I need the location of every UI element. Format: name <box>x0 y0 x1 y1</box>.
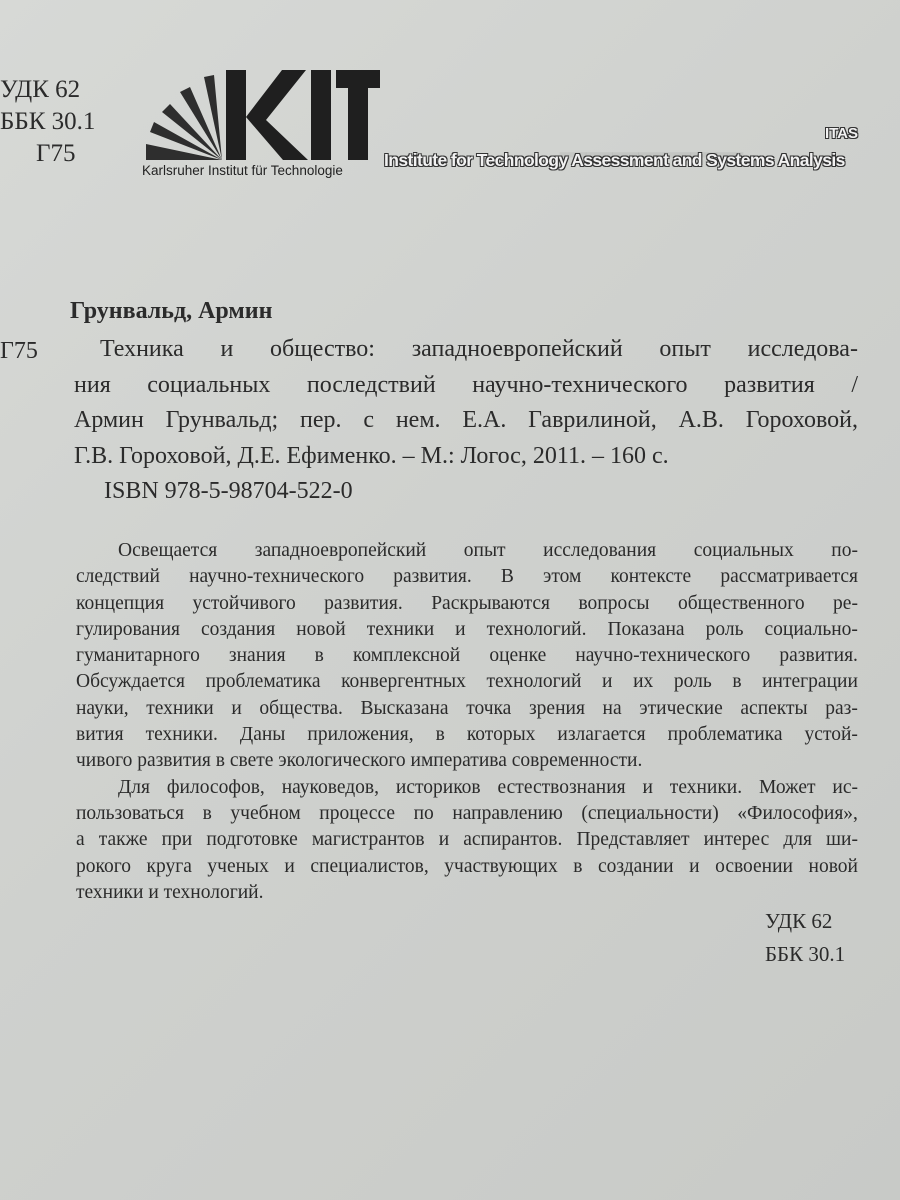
annotation-line <box>76 564 858 590</box>
word: общество: <box>270 336 375 362</box>
bibliographic-description <box>74 332 858 474</box>
word: в <box>314 645 324 667</box>
word: которых <box>466 724 536 746</box>
word: нем. <box>395 407 441 433</box>
kit-letters <box>226 70 380 160</box>
word: западноевропейский <box>411 336 623 362</box>
word: создания <box>201 618 276 640</box>
word: магистрантов <box>311 829 425 851</box>
word: в <box>732 671 742 693</box>
word: вития <box>76 724 124 746</box>
word: излагается <box>557 724 646 746</box>
word: Представляет <box>576 829 690 851</box>
isbn: ISBN 978-5-98704-522-0 <box>104 478 353 504</box>
word: этом <box>543 566 582 588</box>
annotation-line <box>76 643 858 669</box>
word: гуманитарного <box>76 645 200 667</box>
word: с <box>363 407 375 433</box>
word: техники <box>146 697 214 719</box>
word: Показана <box>607 618 685 640</box>
word: Раскрываются <box>431 592 550 614</box>
word: специалистов, <box>310 855 429 877</box>
annotation-line <box>76 775 858 801</box>
word: ния <box>74 371 111 398</box>
word: оценке <box>489 645 547 667</box>
word: устойчивого <box>192 592 296 614</box>
itas-full-name: Institute for Technology Assessment and Systems Analysis <box>384 150 845 170</box>
word: конвергентных <box>341 671 466 693</box>
word: А.В. <box>678 407 724 433</box>
top-classification <box>0 74 95 170</box>
word: научно-технического <box>472 371 688 398</box>
biblio-line <box>74 368 858 404</box>
word: аспекты <box>740 697 808 719</box>
word: для <box>783 829 812 851</box>
word: точка <box>466 697 512 719</box>
word: а <box>76 829 85 851</box>
word: и <box>689 855 700 877</box>
word: и <box>231 697 242 719</box>
word: Техника <box>100 336 184 362</box>
word: следствий <box>76 566 160 588</box>
margin-author-mark: Г75 <box>0 338 38 364</box>
word: развития. <box>779 645 858 667</box>
word: рассматривается <box>720 566 858 588</box>
word: проблематика <box>205 671 321 693</box>
word: Е.А. <box>462 407 507 433</box>
biblio-line: Г.В. Гороховой, Д.Е. Ефименко. – М.: Логос, 2011. – 160 с. <box>74 442 669 469</box>
word: и <box>602 671 613 693</box>
word: общественного <box>677 592 805 614</box>
word: науковедов, <box>281 776 380 798</box>
word: и <box>455 618 466 640</box>
word: естествознания <box>497 776 626 798</box>
bottom-classification <box>765 905 845 971</box>
word: освоении <box>715 855 793 877</box>
word: пер. <box>300 407 342 433</box>
word: технологий <box>486 671 582 693</box>
word: социальных <box>147 371 271 398</box>
annotation-line <box>76 801 858 827</box>
word: роль <box>673 671 712 693</box>
annotation-line <box>76 591 858 617</box>
word: в <box>202 802 212 824</box>
word: Может <box>759 776 816 798</box>
word: развития. <box>393 566 472 588</box>
word: западноевропейский <box>254 540 427 561</box>
word: Для <box>118 776 151 798</box>
bbk-code: ББК 30.1 <box>0 108 96 135</box>
word: социальных <box>693 540 794 561</box>
annotation-line <box>76 854 858 880</box>
word: исследования <box>543 540 657 561</box>
word: Даны <box>239 724 286 746</box>
word: научно-технического <box>575 645 751 667</box>
word: вопросы <box>578 592 650 614</box>
word: (специальности) <box>581 802 719 824</box>
word: последствий <box>306 371 436 398</box>
kit-subtitle: Karlsruher Institut für Technologie <box>142 163 343 178</box>
kit-logo-text: KIT <box>140 49 167 66</box>
kit-rays-icon <box>146 75 222 160</box>
word: на <box>602 697 622 719</box>
word: интеграции <box>762 671 858 693</box>
author-mark: Г75 <box>36 140 76 167</box>
word: / <box>851 371 858 398</box>
word: Гороховой, <box>745 407 858 433</box>
biblio-line <box>74 332 858 368</box>
word: новой <box>808 855 858 877</box>
word: проблематика <box>667 724 783 746</box>
word: по <box>413 802 434 824</box>
biblio-line <box>74 403 858 439</box>
word: направлению <box>452 802 563 824</box>
word: по- <box>831 540 858 561</box>
word: в <box>435 724 445 746</box>
annotation-line <box>76 538 858 564</box>
word: роль <box>705 618 744 640</box>
show-through-text: ▁▁▁▁▁▁▁ <box>560 120 744 157</box>
word: аспирантов. <box>463 829 563 851</box>
word: ре- <box>833 592 858 614</box>
word: и <box>642 776 653 798</box>
word: учебном <box>230 802 301 824</box>
word: «Философия», <box>737 802 858 824</box>
word: процессе <box>319 802 395 824</box>
word: техники. <box>145 724 218 746</box>
annotation-line <box>76 669 858 695</box>
word: контексте <box>610 566 692 588</box>
word: пользоваться <box>76 802 185 824</box>
word: устой- <box>804 724 858 746</box>
word: В <box>500 566 514 588</box>
word: техники. <box>669 776 743 798</box>
word: Освещается <box>118 540 218 561</box>
word: техники <box>366 618 435 640</box>
annotation-line <box>76 722 858 748</box>
word: круга <box>146 855 192 877</box>
word: Высказана <box>360 697 449 719</box>
word: и <box>284 855 295 877</box>
annotation <box>76 538 858 906</box>
word: опыт <box>659 336 711 362</box>
word: ученых <box>207 855 269 877</box>
word: гулирования <box>76 618 181 640</box>
word: также <box>98 829 148 851</box>
word: философов, <box>166 776 265 798</box>
word: в <box>573 855 583 877</box>
annotation-line <box>76 827 858 853</box>
word: исследова- <box>747 336 858 362</box>
word: ши- <box>826 829 858 851</box>
word: зрения <box>528 697 585 719</box>
word: науки, <box>76 697 129 719</box>
word: раз- <box>825 697 858 719</box>
word: развития. <box>324 592 403 614</box>
word: опыт <box>463 540 506 561</box>
word: и <box>438 829 450 851</box>
udc-code: УДК 62 <box>0 76 81 103</box>
annotation-line <box>76 696 858 722</box>
word: концепция <box>76 592 165 614</box>
word: создании <box>597 855 674 877</box>
word: подготовке <box>206 829 298 851</box>
word: интерес <box>703 829 770 851</box>
word: и <box>220 336 234 362</box>
annotation-line: чивого развития в свете экологического императива современности. <box>76 750 643 772</box>
udc-code-bottom: УДК 62 <box>765 909 833 933</box>
annotation-line: техники и технологий. <box>76 881 264 903</box>
word: историков <box>395 776 481 798</box>
bbk-code-bottom: ББК 30.1 <box>765 942 846 966</box>
word: Армин <box>74 407 144 433</box>
word: этические <box>639 697 723 719</box>
word: технологий. <box>486 618 587 640</box>
word: при <box>161 829 193 851</box>
word: общества. <box>259 697 343 719</box>
word: ис- <box>832 776 858 798</box>
annotation-line <box>76 617 858 643</box>
word: приложения, <box>307 724 414 746</box>
word: новой <box>296 618 346 640</box>
word: рокого <box>76 855 131 877</box>
word: комплексной <box>352 645 461 667</box>
word: Гаврилиной, <box>528 407 657 433</box>
word: развития <box>724 371 815 398</box>
word: знания <box>228 645 286 667</box>
word: их <box>633 671 654 693</box>
itas-abbreviation: ITAS <box>824 125 858 142</box>
word: социально- <box>764 618 858 640</box>
author-heading: Грунвальд, Армин <box>70 298 273 324</box>
word: Грунвальд; <box>165 407 279 433</box>
word: научно-технического <box>189 566 365 588</box>
word: Обсуждается <box>76 671 185 693</box>
word: участвующих <box>444 855 558 877</box>
